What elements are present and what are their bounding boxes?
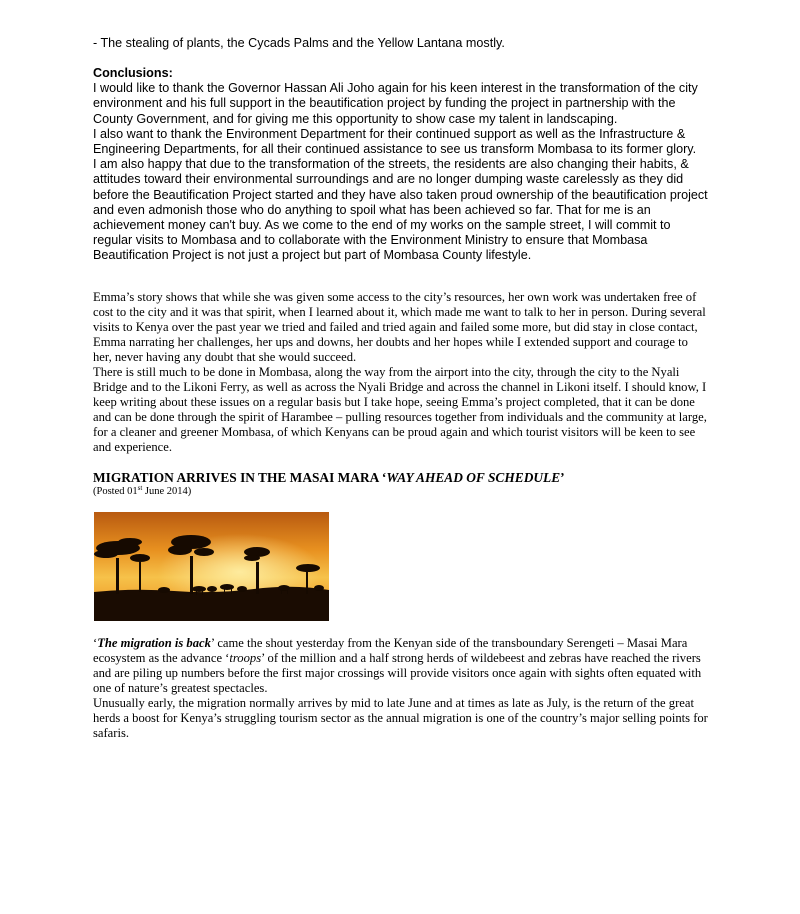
conclusions-paragraph: I am also happy that due to the transformation of the streets, the residents are also changing their habits, & attitudes toward their environmental surroundings and are no longer dumping waste carelessly as they did before the Beautification Project started and they have also taken proud ownership of the beautification project and even admonish those who do anything to spoil what has been achieved so far. That for me is an achievement money can't buy. As we come to the end of my works on the sample street, I will commit to regular visits to Mombasa and to collaborate with the Environment Ministry to ensure that Mombasa Beautification Project is not just a project but part of Mombasa County lifestyle. <box>93 157 708 263</box>
conclusions-paragraph: I also want to thank the Environment Department for their continued support as well as the Infrastructure & Engineering Departments, for all their continued assistance to see us transform Mombasa to its former glory. <box>93 126 697 157</box>
intro-line: - The stealing of plants, the Cycads Palms and the Yellow Lantana mostly. <box>93 36 505 50</box>
article-title <box>93 470 708 486</box>
article-paragraph <box>93 636 708 696</box>
posted-suffix: June 2014) <box>142 486 192 497</box>
article-text: ’ of the million and a half strong herds of wildebeest and zebras have reached the rivers and are piling up numbers before the first major crossings will provide visitors once again with sights often equated with one of nature’s greatest spectacles. <box>93 651 702 695</box>
conclusions-paragraph: I would like to thank the Governor Hassan Ali Joho again for his keen interest in the transformation of the city environment and his full support in the beautification project by funding the project in partnership with the County Government, and for giving me this opportunity to show case my talent in landscaping. <box>93 81 698 126</box>
conclusions-section <box>93 66 708 264</box>
article-body <box>93 636 708 741</box>
article-text: ’ came the shout yesterday from the Kenyan side of the transboundary Serengeti – Masai Mara ecosystem as the advance ‘ <box>93 636 688 665</box>
story-section <box>93 290 708 455</box>
quote-open: ‘ <box>93 636 98 650</box>
article-troops: troops <box>229 651 262 665</box>
story-paragraph: Emma’s story shows that while she was given some access to the city’s resources, her own work was undertaken free of cost to the city and it was that spirit, when I learned about it, which made me want to talk to her in person. During several visits to Kenya over the past year we tried and failed and tried again and failed some more, but did stay in close contact, Emma narrating her challenges, her ups and downs, her doubts and her hopes while I extended support and courage to her, never having any doubt that she would succeed. <box>93 290 706 364</box>
article-title-italic: WAY AHEAD OF SCHEDULE <box>386 470 561 485</box>
posted-sup: st <box>137 484 143 492</box>
posted-date <box>93 485 191 498</box>
conclusions-heading: Conclusions: <box>93 66 173 80</box>
article-title-text: MIGRATION ARRIVES IN THE MASAI MARA ‘ <box>93 470 387 485</box>
article-title-end: ’ <box>560 470 565 485</box>
posted-prefix: (Posted 01 <box>93 486 138 497</box>
savanna-sunset-photo <box>94 512 329 621</box>
article-paragraph: Unusually early, the migration normally arrives by mid to late June and at times as late as July, is the return of the great herds a boost for Kenya’s struggling tourism sector as the annual migration is one of the country’s major selling points for safaris. <box>93 696 708 740</box>
article-quote: The migration is back <box>97 636 211 650</box>
story-paragraph: There is still much to be done in Mombasa, along the way from the airport into the city, through the city to the Nyali Bridge and to the Likoni Ferry, as well as across the Nyali Bridge and across the channel in Likoni itself. I should know, I keep writing about these issues on a regular basis but I take hope, seeing Emma’s project completed, that it can be done and can be done through the spirit of Harambee – pulling resources together from individuals and the community at large, for a cleaner and greener Mombasa, of which Kenyans can be proud again and which tourist visitors will be keen to see and experience. <box>93 365 707 454</box>
